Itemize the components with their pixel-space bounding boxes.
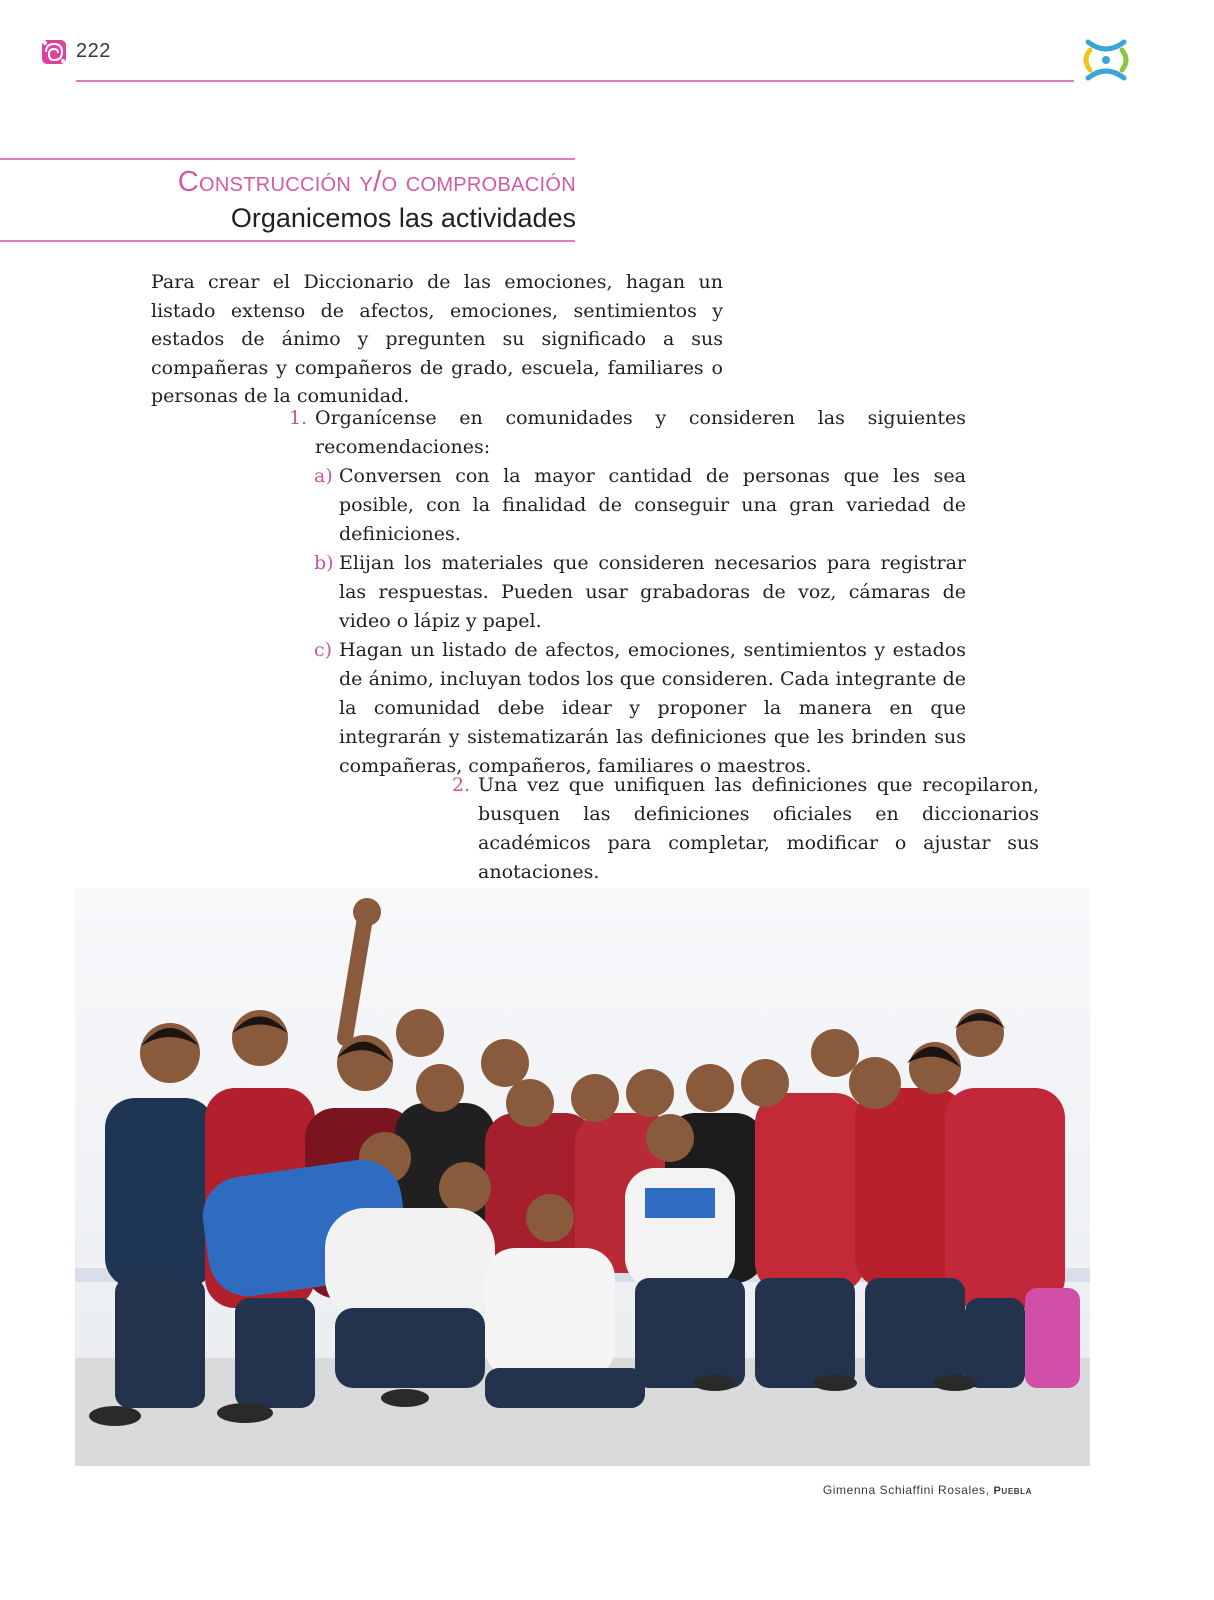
- page-number: 222: [76, 40, 111, 62]
- sub-item: [315, 549, 966, 636]
- sub-item-text: Hagan un listado de afectos, emociones, sentimientos y estados de ánimo, incluyan todos los que consideren. Cada integrante de la comunidad debe idear y proponer la manera en que integrarán y sistematizarán las definiciones que les brinden sus compañeras, compañeros, familiares o maestros.: [339, 639, 966, 777]
- group-photo: [75, 888, 1090, 1466]
- step-list: [286, 404, 966, 781]
- sub-item-text: Conversen con la mayor cantidad de personas que les sea posible, con la finalidad de conseguir una gran variedad de definiciones.: [339, 465, 966, 545]
- step-text: Una vez que unifiquen las definiciones que recopilaron, busquen las definiciones oficiales en diccionarios académicos para completar, modificar o ajustar sus anotaciones.: [478, 774, 1039, 883]
- sub-item-text: Elijan los materiales que consideren necesarios para registrar las respuestas. Pueden usar grabadoras de voz, cámaras de video o lápiz y papel.: [339, 552, 966, 632]
- step-text: Organícense en comunidades y consideren las siguientes recomendaciones:: [315, 407, 966, 458]
- banner-top-rule: [0, 158, 575, 160]
- photo-credit: [823, 1483, 1032, 1497]
- photo-credit-place: Puebla: [993, 1485, 1032, 1497]
- step-list: [452, 771, 1039, 887]
- sub-item: [315, 636, 966, 781]
- photo-credit-name: Gimenna Schiaffini Rosales,: [822, 1483, 990, 1497]
- sub-item: [315, 462, 966, 549]
- step-number: 2.: [452, 774, 471, 796]
- step-item: [286, 404, 966, 781]
- sub-item-letter: a): [314, 465, 333, 487]
- sub-item-letter: b): [314, 552, 334, 574]
- step-number: 1.: [289, 407, 308, 429]
- banner-bottom-rule: [0, 240, 575, 242]
- section-title: Organicemos las actividades: [230, 203, 576, 233]
- community-logo-icon: [1080, 34, 1132, 86]
- section-kicker: Construcción y/o comprobación: [177, 166, 576, 198]
- intro-paragraph: Para crear el Diccionario de las emociones, hagan un listado extenso de afectos, emociones, sentimientos y estados de ánimo y pregunten su significado a sus compañeras y compañeros de grado, escuela, familiares o personas de la comunidad.: [151, 271, 723, 407]
- header-rule: [76, 80, 1074, 82]
- pink-glyph-icon: [40, 38, 68, 66]
- sub-item-letter: c): [314, 639, 333, 661]
- step-item: [452, 771, 1039, 887]
